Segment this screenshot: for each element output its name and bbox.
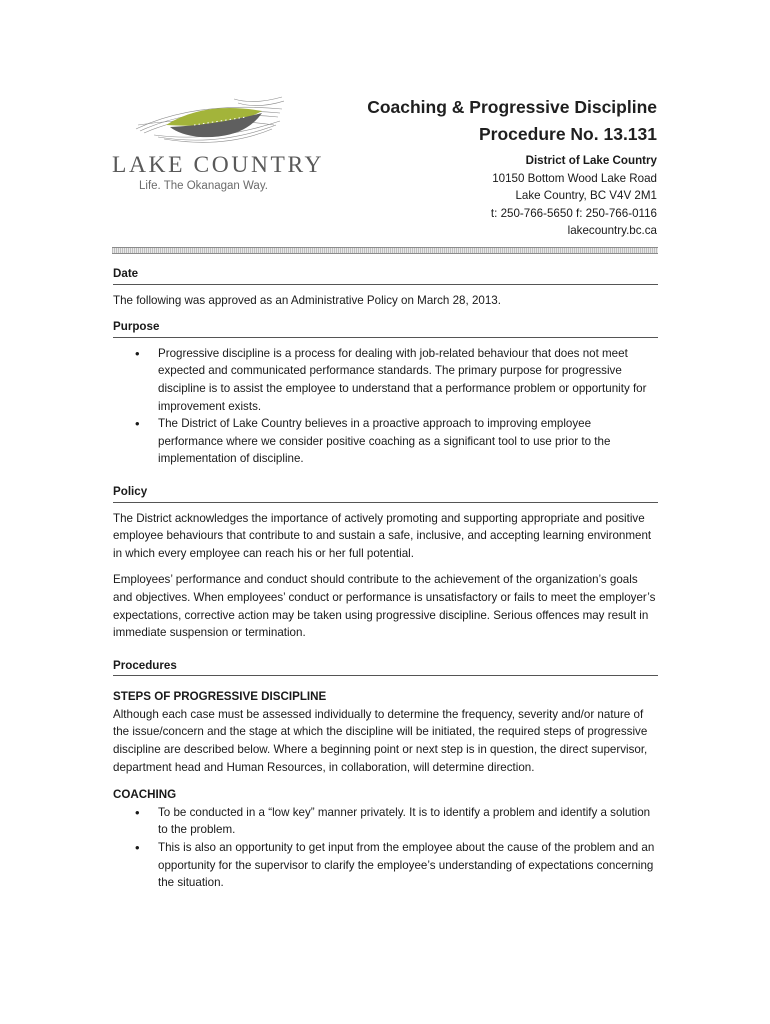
section-heading-procedures: Procedures [113,657,658,677]
logo-wordmark: LAKE COUNTRY [112,152,325,178]
contact-block [337,152,657,240]
section-heading-policy: Policy [113,483,658,503]
website[interactable]: lakecountry.bc.ca [567,224,657,238]
steps-heading: STEPS OF PROGRESSIVE DISCIPLINE [113,690,327,704]
org-name: District of Lake Country [525,154,657,167]
document-title [257,94,657,148]
section-heading-date: Date [113,265,658,285]
policy-paragraph-1: The District acknowledges the importance of actively promoting and supporting appropriate and positive employee behaviours that contribute to and sustain a safe, inclusive, and accepting learning environment in which every employee can reach his or her full potential. [113,511,652,560]
purpose-list [113,345,658,468]
coaching-list [113,804,658,892]
list-item: • This is also an opportunity to get input from the employee about the cause of the problem and an opportunity for the supervisor to clarify the employee’s understanding of expectations concerning the situation. [113,839,658,892]
phone-fax: t: 250-766-5650 f: 250-766-0116 [490,206,657,220]
logo-tagline: Life. The Okanagan Way. [139,180,268,192]
address-line-2: Lake Country, BC V4V 2M1 [515,189,657,203]
coaching-heading: COACHING [113,788,177,802]
address-line-1: 10150 Bottom Wood Lake Road [492,171,657,185]
policy-paragraph-2: Employees’ performance and conduct should contribute to the achievement of the organization’s goals and objectives. When employees’ conduct or performance is unsatisfactory or fails to meet the employer’s expectations, corrective action may be taken using progressive discipline. Serious offences may result in immediate suspension or termination. [113,573,656,640]
header-divider [112,247,658,254]
title-line-2: Procedure No. 13.131 [479,124,657,144]
date-text: The following was approved as an Administrative Policy on March 28, 2013. [113,293,501,307]
list-item: • Progressive discipline is a process for dealing with job-related behaviour that does not meet expected and communicated performance standards. The primary purpose for progressive discipline is to assist the employee to understand that a performance problem or opportunity for improvement exists. [113,345,658,415]
title-line-1: Coaching & Progressive Discipline [367,97,657,117]
steps-paragraph: Although each case must be assessed individually to determine the frequency, severity and/or nature of the issue/concern and the stage at which the discipline will be initiated, the required steps of progressive discipline are described below. Where a beginning point or next step is in question, the direct supervisor, department head and Human Resources, in collaboration, will determine direction. [113,707,648,774]
section-heading-purpose: Purpose [113,318,658,338]
document-body [113,265,658,901]
list-item: • The District of Lake Country believes in a proactive approach to improving employee performance where we consider positive coaching as a significant tool to use prior to the implementation of discipline. [113,415,658,468]
list-item: • To be conducted in a “low key” manner privately. It is to identify a problem and identify a solution to the problem. [113,804,658,839]
